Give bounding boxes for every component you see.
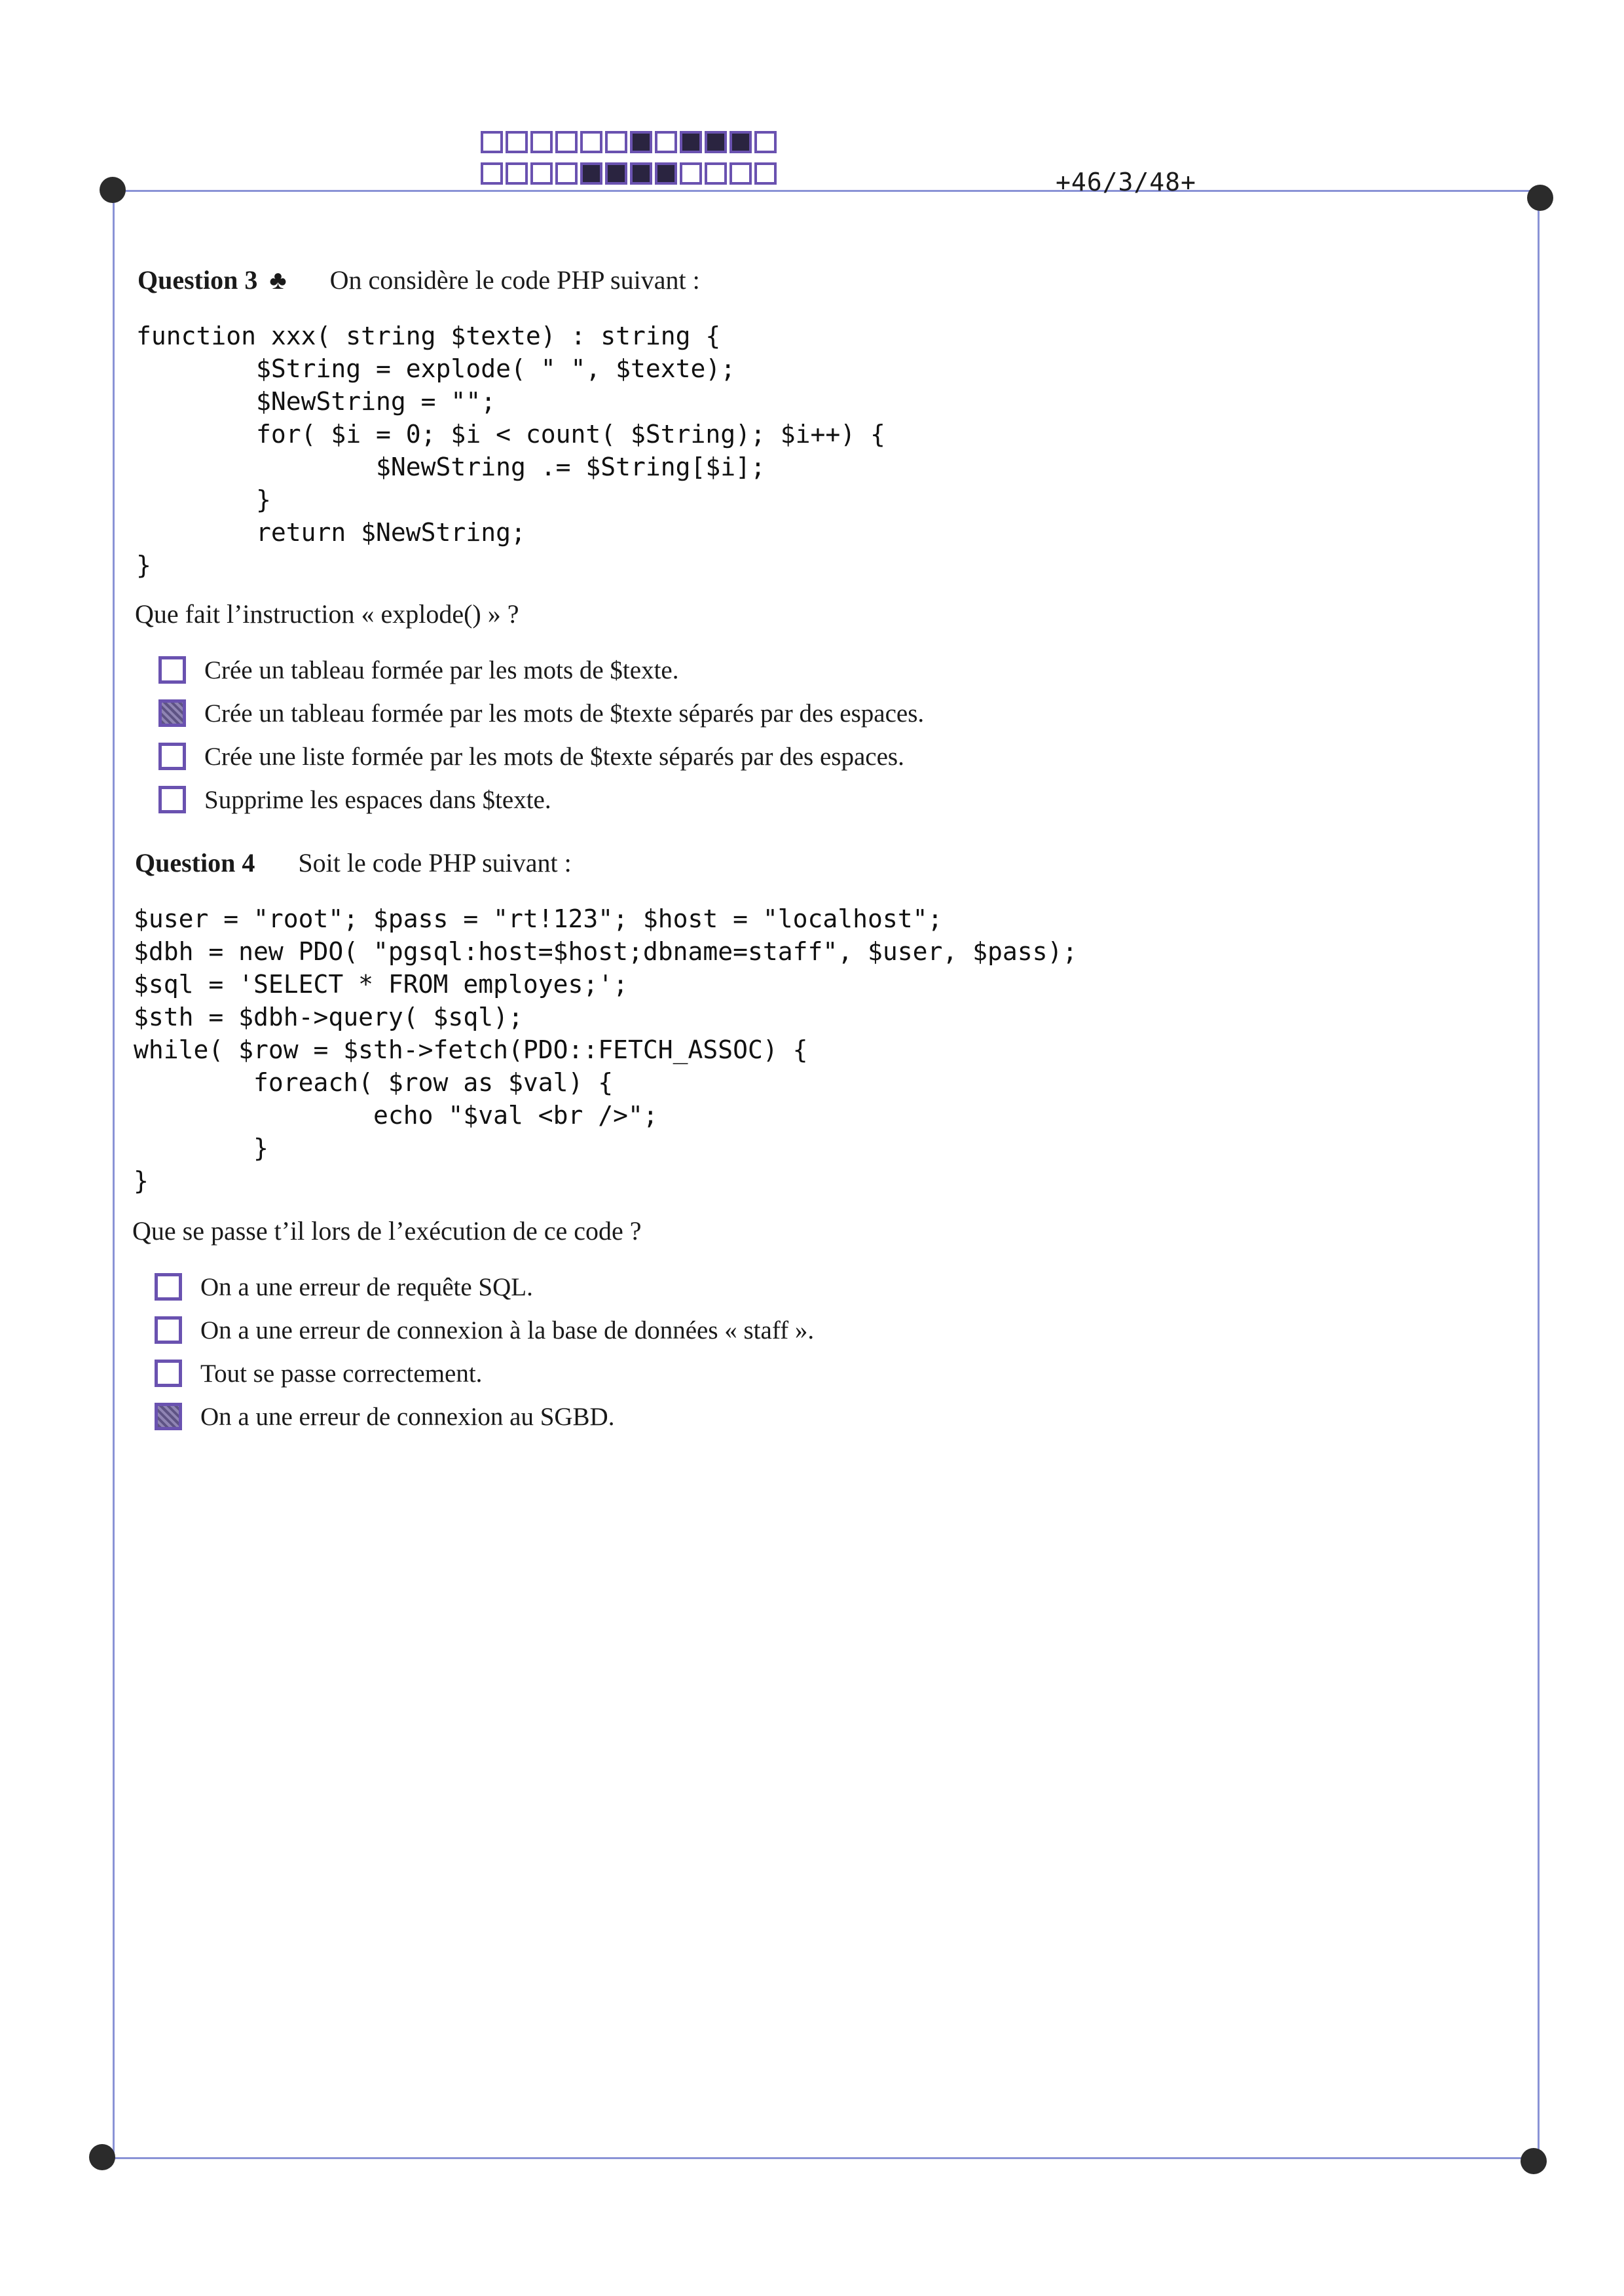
question-4-intro: Soit le code PHP suivant :	[298, 848, 572, 878]
question-4-heading	[135, 847, 572, 878]
barcode-row-2	[481, 162, 777, 185]
question-3-answers	[158, 648, 924, 821]
answer-option[interactable]	[155, 1265, 814, 1308]
barcode-cell	[630, 162, 652, 185]
frame-right-line	[1538, 196, 1540, 2158]
barcode-cell	[655, 162, 677, 185]
barcode-cell	[729, 131, 752, 153]
answer-option[interactable]	[155, 1308, 814, 1352]
question-3-prompt: Que fait l’instruction « explode() » ?	[135, 599, 519, 629]
question-3-heading	[138, 265, 700, 295]
answer-text: On a une erreur de requête SQL.	[200, 1272, 533, 1301]
frame-bottom-line	[102, 2157, 1536, 2159]
checkbox[interactable]	[158, 786, 186, 813]
barcode-cell	[655, 131, 677, 153]
question-4-prompt: Que se passe t’il lors de l’exécution de ce code ?	[132, 1216, 642, 1246]
answer-text: Tout se passe correctement.	[200, 1359, 483, 1388]
barcode-cell	[506, 131, 528, 153]
barcode-cell	[481, 131, 503, 153]
barcode-cell	[580, 131, 602, 153]
barcode-cell	[555, 162, 578, 185]
barcode-cell	[530, 162, 553, 185]
answer-option[interactable]	[158, 778, 924, 821]
corner-mark-bottom-right	[1521, 2148, 1547, 2174]
corner-mark-top-left	[100, 177, 126, 203]
answer-text: On a une erreur de connexion au SGBD.	[200, 1402, 615, 1431]
frame-left-line	[113, 191, 115, 2157]
answer-text: Supprime les espaces dans $texte.	[204, 785, 551, 814]
barcode-row-1	[481, 131, 777, 153]
question-3-label: Question 3	[138, 265, 258, 295]
barcode-cell	[506, 162, 528, 185]
checkbox[interactable]	[158, 743, 186, 770]
corner-mark-top-right	[1527, 185, 1553, 211]
barcode-cell	[555, 131, 578, 153]
corner-mark-bottom-left	[89, 2144, 115, 2170]
answer-option[interactable]	[155, 1395, 814, 1438]
barcode-cell	[754, 131, 777, 153]
barcode-cell	[680, 162, 702, 185]
barcode-cell	[580, 162, 602, 185]
checkbox[interactable]	[158, 656, 186, 684]
checkbox[interactable]	[158, 699, 186, 727]
answer-text: Crée un tableau formée par les mots de $texte.	[204, 656, 679, 684]
frame-top-line	[113, 190, 1540, 192]
answer-text: On a une erreur de connexion à la base de données « staff ».	[200, 1316, 815, 1344]
barcode-cell	[530, 131, 553, 153]
barcode-cell	[729, 162, 752, 185]
question-4-answers	[155, 1265, 814, 1438]
question-4-code: $user = "root"; $pass = "rt!123"; $host = "localhost"; $dbh = new PDO( "pgsql:host=$host;dbname=staff", $user, $pass); $sql = 'SELECT * FROM employes;'; $sth = $dbh->query( $sql); while( $row = $sth->fetch(PDO::FETCH_ASSOC) { foreach( $row as $val) { echo "$val <br />"; } }	[134, 904, 1078, 1195]
barcode-cell	[754, 162, 777, 185]
answer-text: Crée un tableau formée par les mots de $texte séparés par des espaces.	[204, 699, 925, 728]
barcode-cell	[680, 131, 702, 153]
question-3-code: function xxx( string $texte) : string { $String = explode( " ", $texte); $NewString = ""; for( $i = 0; $i < count( $String); $i++) { $NewString .= $String[$i]; } return $NewString; }	[136, 322, 885, 580]
answer-option[interactable]	[158, 735, 924, 778]
barcode-cell	[481, 162, 503, 185]
barcode-cell	[705, 162, 727, 185]
barcode-cell	[705, 131, 727, 153]
barcode-cell	[630, 131, 652, 153]
answer-text: Crée une liste formée par les mots de $texte séparés par des espaces.	[204, 742, 904, 771]
club-icon: ♣	[269, 265, 287, 295]
barcode-cell	[605, 162, 627, 185]
answer-option[interactable]	[158, 692, 924, 735]
page-id: +46/3/48+	[1056, 168, 1196, 196]
question-4-label: Question 4	[135, 848, 255, 878]
barcode-cell	[605, 131, 627, 153]
checkbox[interactable]	[155, 1403, 182, 1430]
checkbox[interactable]	[155, 1273, 182, 1301]
answer-option[interactable]	[158, 648, 924, 692]
checkbox[interactable]	[155, 1360, 182, 1387]
checkbox[interactable]	[155, 1316, 182, 1344]
question-3-intro: On considère le code PHP suivant :	[329, 265, 700, 295]
answer-option[interactable]	[155, 1352, 814, 1395]
